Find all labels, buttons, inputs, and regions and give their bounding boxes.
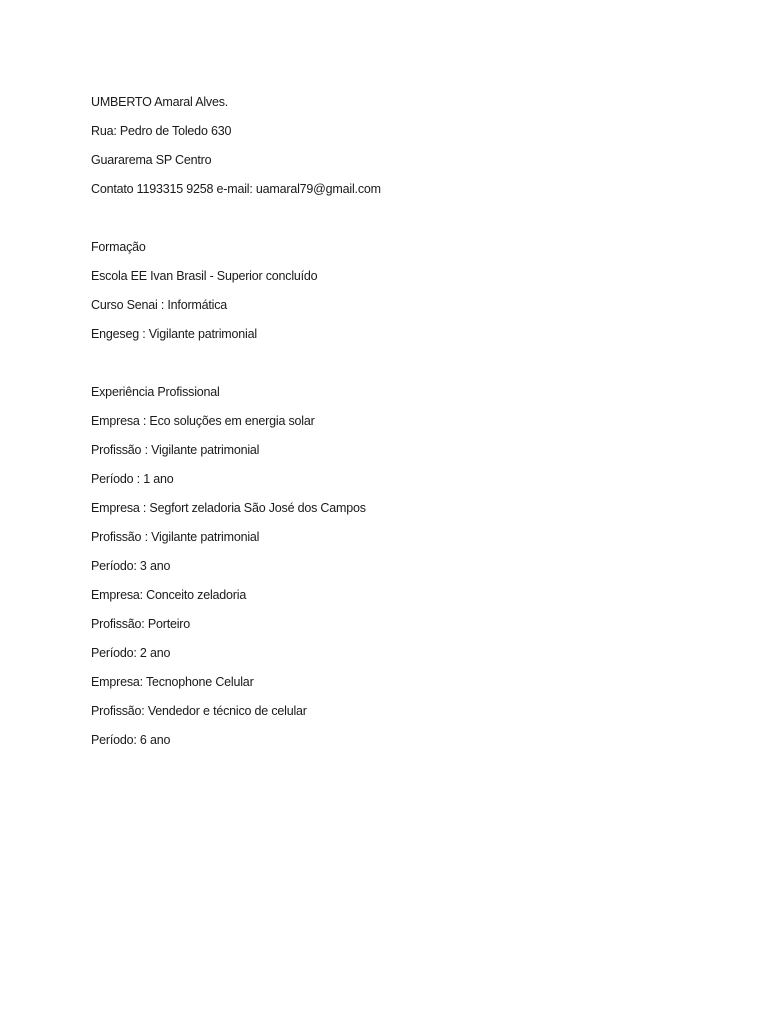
- contact-line: Contato 1193315 9258 e-mail: uamaral79@gmail.com: [91, 182, 381, 196]
- city-line: Guararema SP Centro: [91, 153, 212, 167]
- education-item: Curso Senai : Informática: [91, 298, 228, 312]
- section-spacer: [91, 353, 731, 382]
- experience-line: Profissão: Vendedor e técnico de celular: [91, 704, 307, 718]
- experience-heading: Experiência Profissional: [91, 385, 220, 399]
- experience-line: Empresa : Segfort zeladoria São José dos Campos: [91, 501, 366, 515]
- resume-content: [91, 92, 731, 759]
- education-item: Escola EE Ivan Brasil - Superior concluído: [91, 269, 318, 283]
- section-spacer: [91, 208, 731, 237]
- education-heading: Formação: [91, 240, 146, 254]
- experience-line: Empresa : Eco soluções em energia solar: [91, 414, 315, 428]
- experience-line: Profissão : Vigilante patrimonial: [91, 443, 260, 457]
- experience-line: Período: 3 ano: [91, 559, 171, 573]
- candidate-name: UMBERTO Amaral Alves.: [91, 95, 229, 109]
- address-line: Rua: Pedro de Toledo 630: [91, 124, 232, 138]
- experience-line: Empresa: Tecnophone Celular: [91, 675, 254, 689]
- education-item: Engeseg : Vigilante patrimonial: [91, 327, 257, 341]
- experience-line: Empresa: Conceito zeladoria: [91, 588, 247, 602]
- experience-line: Período: 6 ano: [91, 733, 171, 747]
- experience-line: Profissão : Vigilante patrimonial: [91, 530, 260, 544]
- experience-line: Período : 1 ano: [91, 472, 174, 486]
- experience-line: Período: 2 ano: [91, 646, 171, 660]
- experience-line: Profissão: Porteiro: [91, 617, 191, 631]
